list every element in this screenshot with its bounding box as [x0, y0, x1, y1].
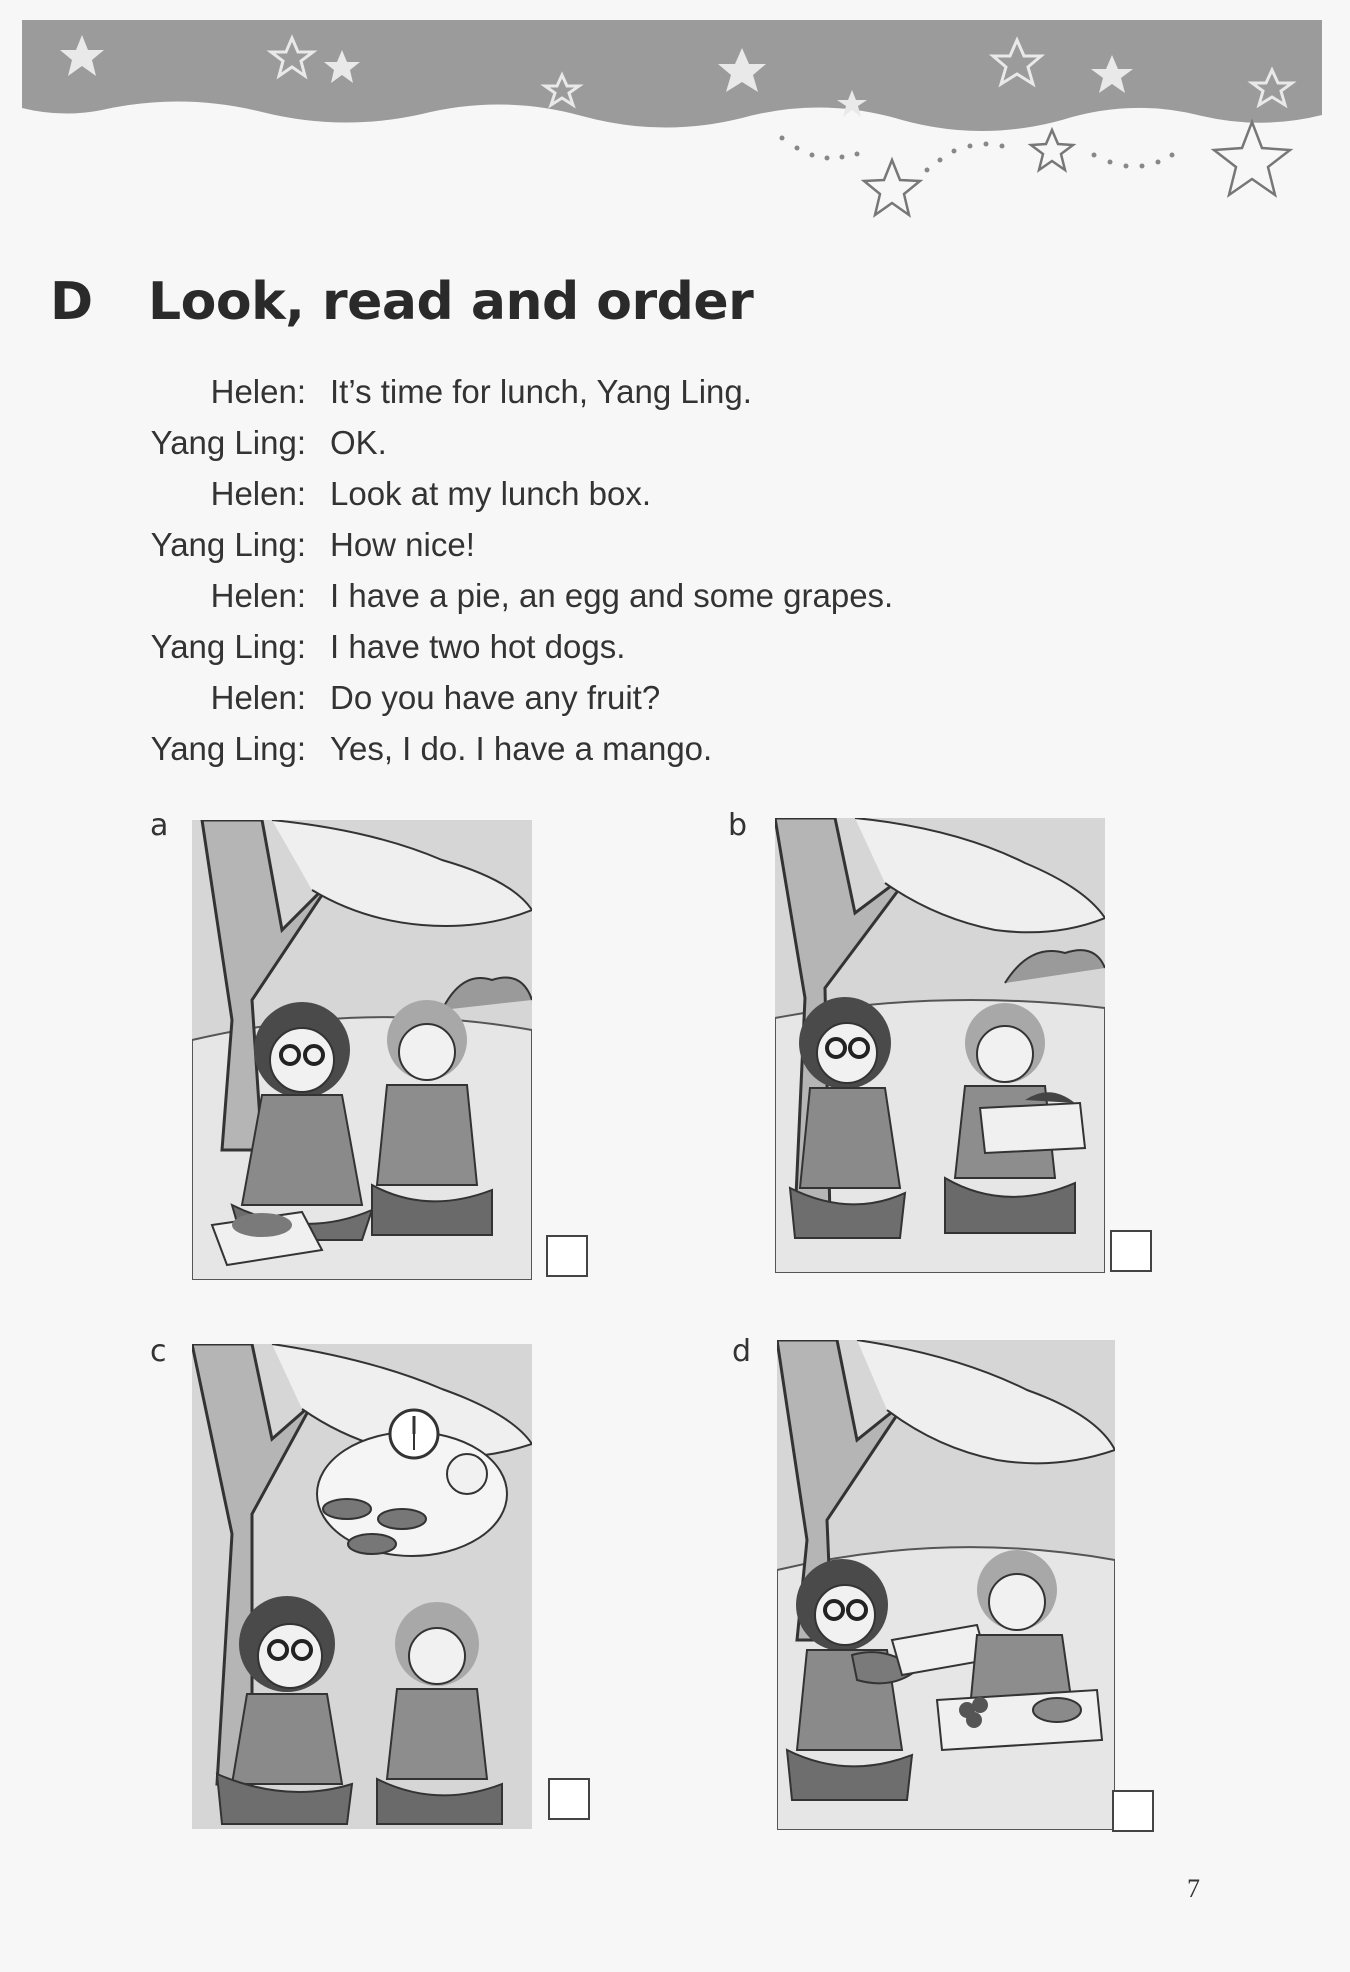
section-title: Look, read and order — [148, 272, 754, 332]
utterance: Look at my lunch box. — [330, 474, 652, 512]
dialogue-line — [140, 570, 1140, 621]
panel-letter: c — [150, 1334, 167, 1369]
dialogue-line — [140, 723, 1140, 774]
speaker-name: Helen: — [210, 372, 306, 410]
speaker-name: Helen: — [210, 678, 306, 716]
picnic-illustration-d — [777, 1340, 1115, 1830]
section-letter: D — [50, 272, 94, 332]
speaker-name: Yang Ling: — [150, 627, 306, 665]
dialogue-line — [140, 366, 1140, 417]
dialogue-line — [140, 519, 1140, 570]
speaker-name: Helen: — [210, 576, 306, 614]
dialogue-line — [140, 672, 1140, 723]
answer-box-c[interactable] — [548, 1778, 590, 1820]
speaker-name: Yang Ling: — [150, 729, 306, 767]
picnic-illustration-c — [192, 1344, 532, 1829]
dialogue-line — [140, 468, 1140, 519]
panel-letter: d — [732, 1334, 752, 1369]
speaker-name: Yang Ling: — [150, 423, 306, 461]
speaker-name: Helen: — [210, 474, 306, 512]
answer-box-b[interactable] — [1110, 1230, 1152, 1272]
panel-letter: a — [150, 808, 169, 843]
utterance: I have two hot dogs. — [330, 627, 626, 665]
utterance: Do you have any fruit? — [330, 678, 661, 716]
page-number: 7 — [1187, 1874, 1200, 1903]
dialogue — [140, 366, 1140, 774]
section-header — [50, 272, 753, 332]
answer-box-d[interactable] — [1112, 1790, 1154, 1832]
utterance: OK. — [330, 423, 387, 461]
utterance: It’s time for lunch, Yang Ling. — [330, 372, 752, 410]
dialogue-line — [140, 621, 1140, 672]
utterance: I have a pie, an egg and some grapes. — [330, 576, 894, 614]
star-banner-decoration — [22, 20, 1322, 240]
picnic-illustration-a — [192, 820, 532, 1280]
utterance: How nice! — [330, 525, 475, 563]
picnic-illustration-b — [775, 818, 1105, 1273]
speaker-name: Yang Ling: — [150, 525, 306, 563]
dialogue-line — [140, 417, 1140, 468]
panel-letter: b — [728, 808, 748, 843]
utterance: Yes, I do. I have a mango. — [330, 729, 713, 767]
answer-box-a[interactable] — [546, 1235, 588, 1277]
